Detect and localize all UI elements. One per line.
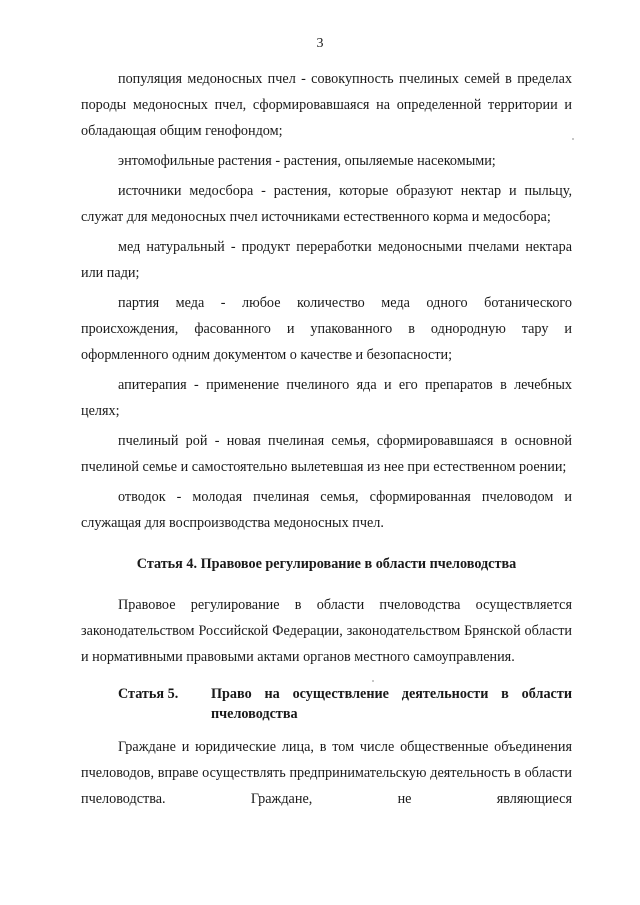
definition-paragraph: апитерапия - применение пчелиного яда и его препаратов в лечебных целях; <box>81 377 572 419</box>
article-5-title: Право на осуществление деятельности в области пчеловодства <box>211 686 572 722</box>
document-body <box>81 66 572 816</box>
definition-paragraph: мед натуральный - продукт переработки медоносными пчелами нектара или пади; <box>81 239 572 281</box>
definition-paragraph: энтомофильные растения - растения, опыляемые насекомыми; <box>118 153 496 169</box>
page-number: 3 <box>316 36 324 51</box>
article-5-text: Граждане и юридические лица, в том числе общественные объединения пчеловодов, вправе осуществлять предпринимательскую деятельность в области пчеловодства. Граждане, не являющиеся <box>81 739 572 807</box>
definition-paragraph: партия меда - любое количество меда одного ботанического происхождения, фасованного и упакованного в однородную тару и оформленного одним документом о качестве и безопасности; <box>81 295 572 363</box>
scan-speck <box>372 680 374 682</box>
article-4-heading: Статья 4. Правовое регулирование в области пчеловодства <box>136 556 517 572</box>
article-4-text: Правовое регулирование в области пчеловодства осуществляется законодательством Российской Федерации, законодательством Брянской области и нормативными правовыми актами органов местного самоуправления. <box>81 597 572 665</box>
definition-paragraph: отводок - молодая пчелиная семья, сформированная пчеловодом и служащая для воспроизводства медоносных пчел. <box>81 489 572 531</box>
article-5-heading <box>81 684 572 724</box>
article-5-number: Статья 5. <box>118 686 179 702</box>
definition-paragraph: пчелиный рой - новая пчелиная семья, сформировавшаяся в основной пчелиной семье и самостоятельно вылетевшая из нее при естественном роении; <box>81 433 572 475</box>
definition-paragraph: источники медосбора - растения, которые образуют нектар и пыльцу, служат для медоносных пчел источниками естественного корма и медосбора; <box>81 183 572 225</box>
scan-speck <box>572 138 574 140</box>
definition-paragraph: популяция медоносных пчел - совокупность пчелиных семей в пределах породы медоносных пчел, сформировавшаяся на определенной территории и обладающая общим генофондом; <box>81 71 572 139</box>
